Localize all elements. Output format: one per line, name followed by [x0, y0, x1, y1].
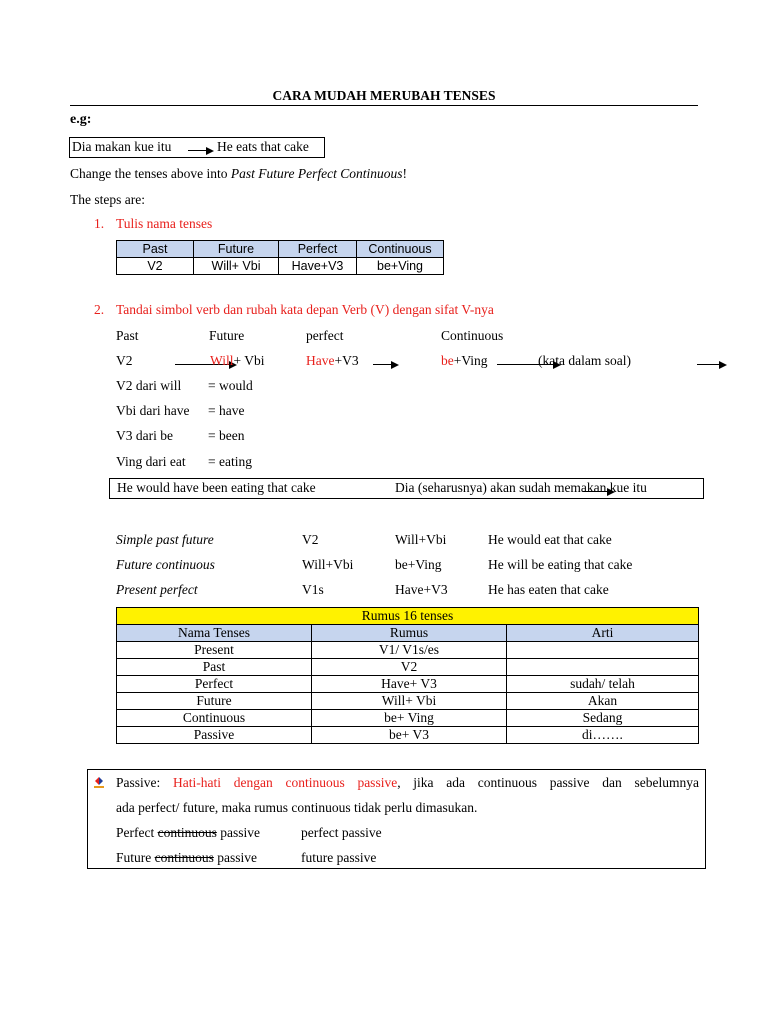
- rumus-cell: Perfect: [117, 676, 312, 693]
- rumus-cell: Present: [117, 642, 312, 659]
- note-line1: [116, 775, 699, 791]
- note-line4-result: future passive: [301, 850, 377, 865]
- instruction-prefix: Change the tenses above into: [70, 166, 231, 181]
- chain-be: be: [441, 353, 454, 368]
- example-left: Dia makan kue itu: [72, 139, 172, 154]
- title-underline: [70, 105, 698, 106]
- instruction-suffix: !: [402, 166, 407, 181]
- table1-header: Past: [117, 241, 194, 258]
- example-tense: Future continuous: [116, 557, 215, 572]
- rumus-table: [116, 607, 699, 744]
- table1-cell: V2: [117, 258, 194, 275]
- rumus-cell: [507, 642, 699, 659]
- rumus-cell: Future: [117, 693, 312, 710]
- page-title: CARA MUDAH MERUBAH TENSES: [272, 88, 496, 103]
- example-tense: Present perfect: [116, 582, 198, 597]
- note-warning: Hati-hati dengan continuous passive: [173, 775, 398, 790]
- rumus-cell: Will+ Vbi: [312, 693, 507, 710]
- note-line3-a: Perfect: [116, 825, 158, 840]
- chain-ving: +Ving: [453, 353, 488, 368]
- rumus-cell: di…….: [507, 727, 699, 744]
- steps-intro: The steps are:: [70, 192, 145, 207]
- arrow-icon: [373, 360, 399, 370]
- note-line3: [116, 825, 260, 841]
- chain-future: [210, 353, 264, 369]
- table1-header: Continuous: [357, 241, 444, 258]
- step2-text: Tandai simbol verb dan rubah kata depan Verb (V) dengan sifat V-nya: [116, 302, 494, 317]
- conversion-to: = been: [208, 428, 245, 443]
- example-formula2: Have+V3: [395, 582, 448, 597]
- step2-header-past: Past: [116, 328, 139, 343]
- rumus-cell: [507, 659, 699, 676]
- note-line3-result: perfect passive: [301, 825, 382, 840]
- step2-header-perfect: perfect: [306, 328, 344, 343]
- chain-have: Have: [306, 353, 335, 368]
- chain-vbi: + Vbi: [233, 353, 265, 368]
- chain-v3: +V3: [334, 353, 359, 368]
- rumus-cell: V1/ V1s/es: [312, 642, 507, 659]
- example-formula1: V1s: [302, 582, 324, 597]
- note-line3-strike: continuous: [157, 825, 217, 840]
- eg-label: e.g:: [70, 112, 92, 127]
- arrow-icon: [188, 146, 214, 156]
- example-formula1: Will+Vbi: [302, 557, 354, 572]
- table1-header: Perfect: [279, 241, 357, 258]
- note-line4: [116, 850, 257, 866]
- conversion-from: V2 dari will: [116, 378, 182, 393]
- rumus-cell: be+ Ving: [312, 710, 507, 727]
- example-formula2: Will+Vbi: [395, 532, 447, 547]
- conversion-from: Vbi dari have: [116, 403, 190, 418]
- step2-header-future: Future: [209, 328, 245, 343]
- rumus-table-header: Nama Tenses: [117, 625, 312, 642]
- note-line3-b: passive: [216, 825, 260, 840]
- conversion-from: V3 dari be: [116, 428, 173, 443]
- example-sentence: He has eaten that cake: [488, 582, 609, 597]
- conversion-to: = would: [208, 378, 253, 393]
- instruction-italic: Past Future Perfect Continuous: [230, 166, 403, 181]
- chain-will: Will: [210, 353, 234, 368]
- tenses-table: [116, 240, 444, 275]
- example-tense: Simple past future: [116, 532, 214, 547]
- rumus-cell: be+ V3: [312, 727, 507, 744]
- note-rest1: , jika ada continuous passive dan sebelumnya: [397, 775, 699, 790]
- step2-header-continuous: Continuous: [441, 328, 504, 343]
- instruction: [70, 166, 407, 182]
- chain-continuous: [441, 353, 488, 369]
- table1-header: Future: [194, 241, 279, 258]
- chain-v2: V2: [116, 353, 133, 368]
- example-sentence: He would eat that cake: [488, 532, 612, 547]
- note-line4-b: passive: [213, 850, 257, 865]
- note-line4-strike: continuous: [154, 850, 214, 865]
- table1-cell: be+Ving: [357, 258, 444, 275]
- chain-note: (kata dalam soal): [538, 353, 631, 368]
- step2-number: 2.: [94, 302, 105, 317]
- note-line2: ada perfect/ future, maka rumus continuous tidak perlu dimasukan.: [116, 800, 478, 815]
- conversion-to: = have: [208, 403, 245, 418]
- note-line4-a: Future: [116, 850, 155, 865]
- rumus-table-header: Arti: [507, 625, 699, 642]
- arrow-icon: [697, 360, 727, 370]
- rumus-cell: V2: [312, 659, 507, 676]
- rumus-cell: Past: [117, 659, 312, 676]
- example-sentence: He will be eating that cake: [488, 557, 633, 572]
- bullet-arrow-icon: [92, 776, 106, 790]
- rumus-cell: Passive: [117, 727, 312, 744]
- rumus-cell: sudah/ telah: [507, 676, 699, 693]
- rumus-cell: Sedang: [507, 710, 699, 727]
- rumus-cell: Have+ V3: [312, 676, 507, 693]
- rumus-table-header: Rumus: [312, 625, 507, 642]
- result-left: He would have been eating that cake: [117, 480, 316, 495]
- rumus-cell: Akan: [507, 693, 699, 710]
- conversion-to: = eating: [208, 454, 252, 469]
- chain-perfect: [306, 353, 359, 369]
- conversion-from: Ving dari eat: [116, 454, 186, 469]
- note-label: Passive:: [116, 775, 173, 790]
- rumus-cell: Continuous: [117, 710, 312, 727]
- result-right: Dia (seharusnya) akan sudah memakan kue itu: [395, 480, 647, 495]
- example-formula2: be+Ving: [395, 557, 442, 572]
- example-right: He eats that cake: [217, 139, 309, 154]
- example-formula1: V2: [302, 532, 319, 547]
- step1-number: 1.: [94, 216, 105, 231]
- step1-text: Tulis nama tenses: [116, 216, 213, 231]
- table1-cell: Have+V3: [279, 258, 357, 275]
- rumus-table-title: Rumus 16 tenses: [117, 608, 699, 625]
- table1-cell: Will+ Vbi: [194, 258, 279, 275]
